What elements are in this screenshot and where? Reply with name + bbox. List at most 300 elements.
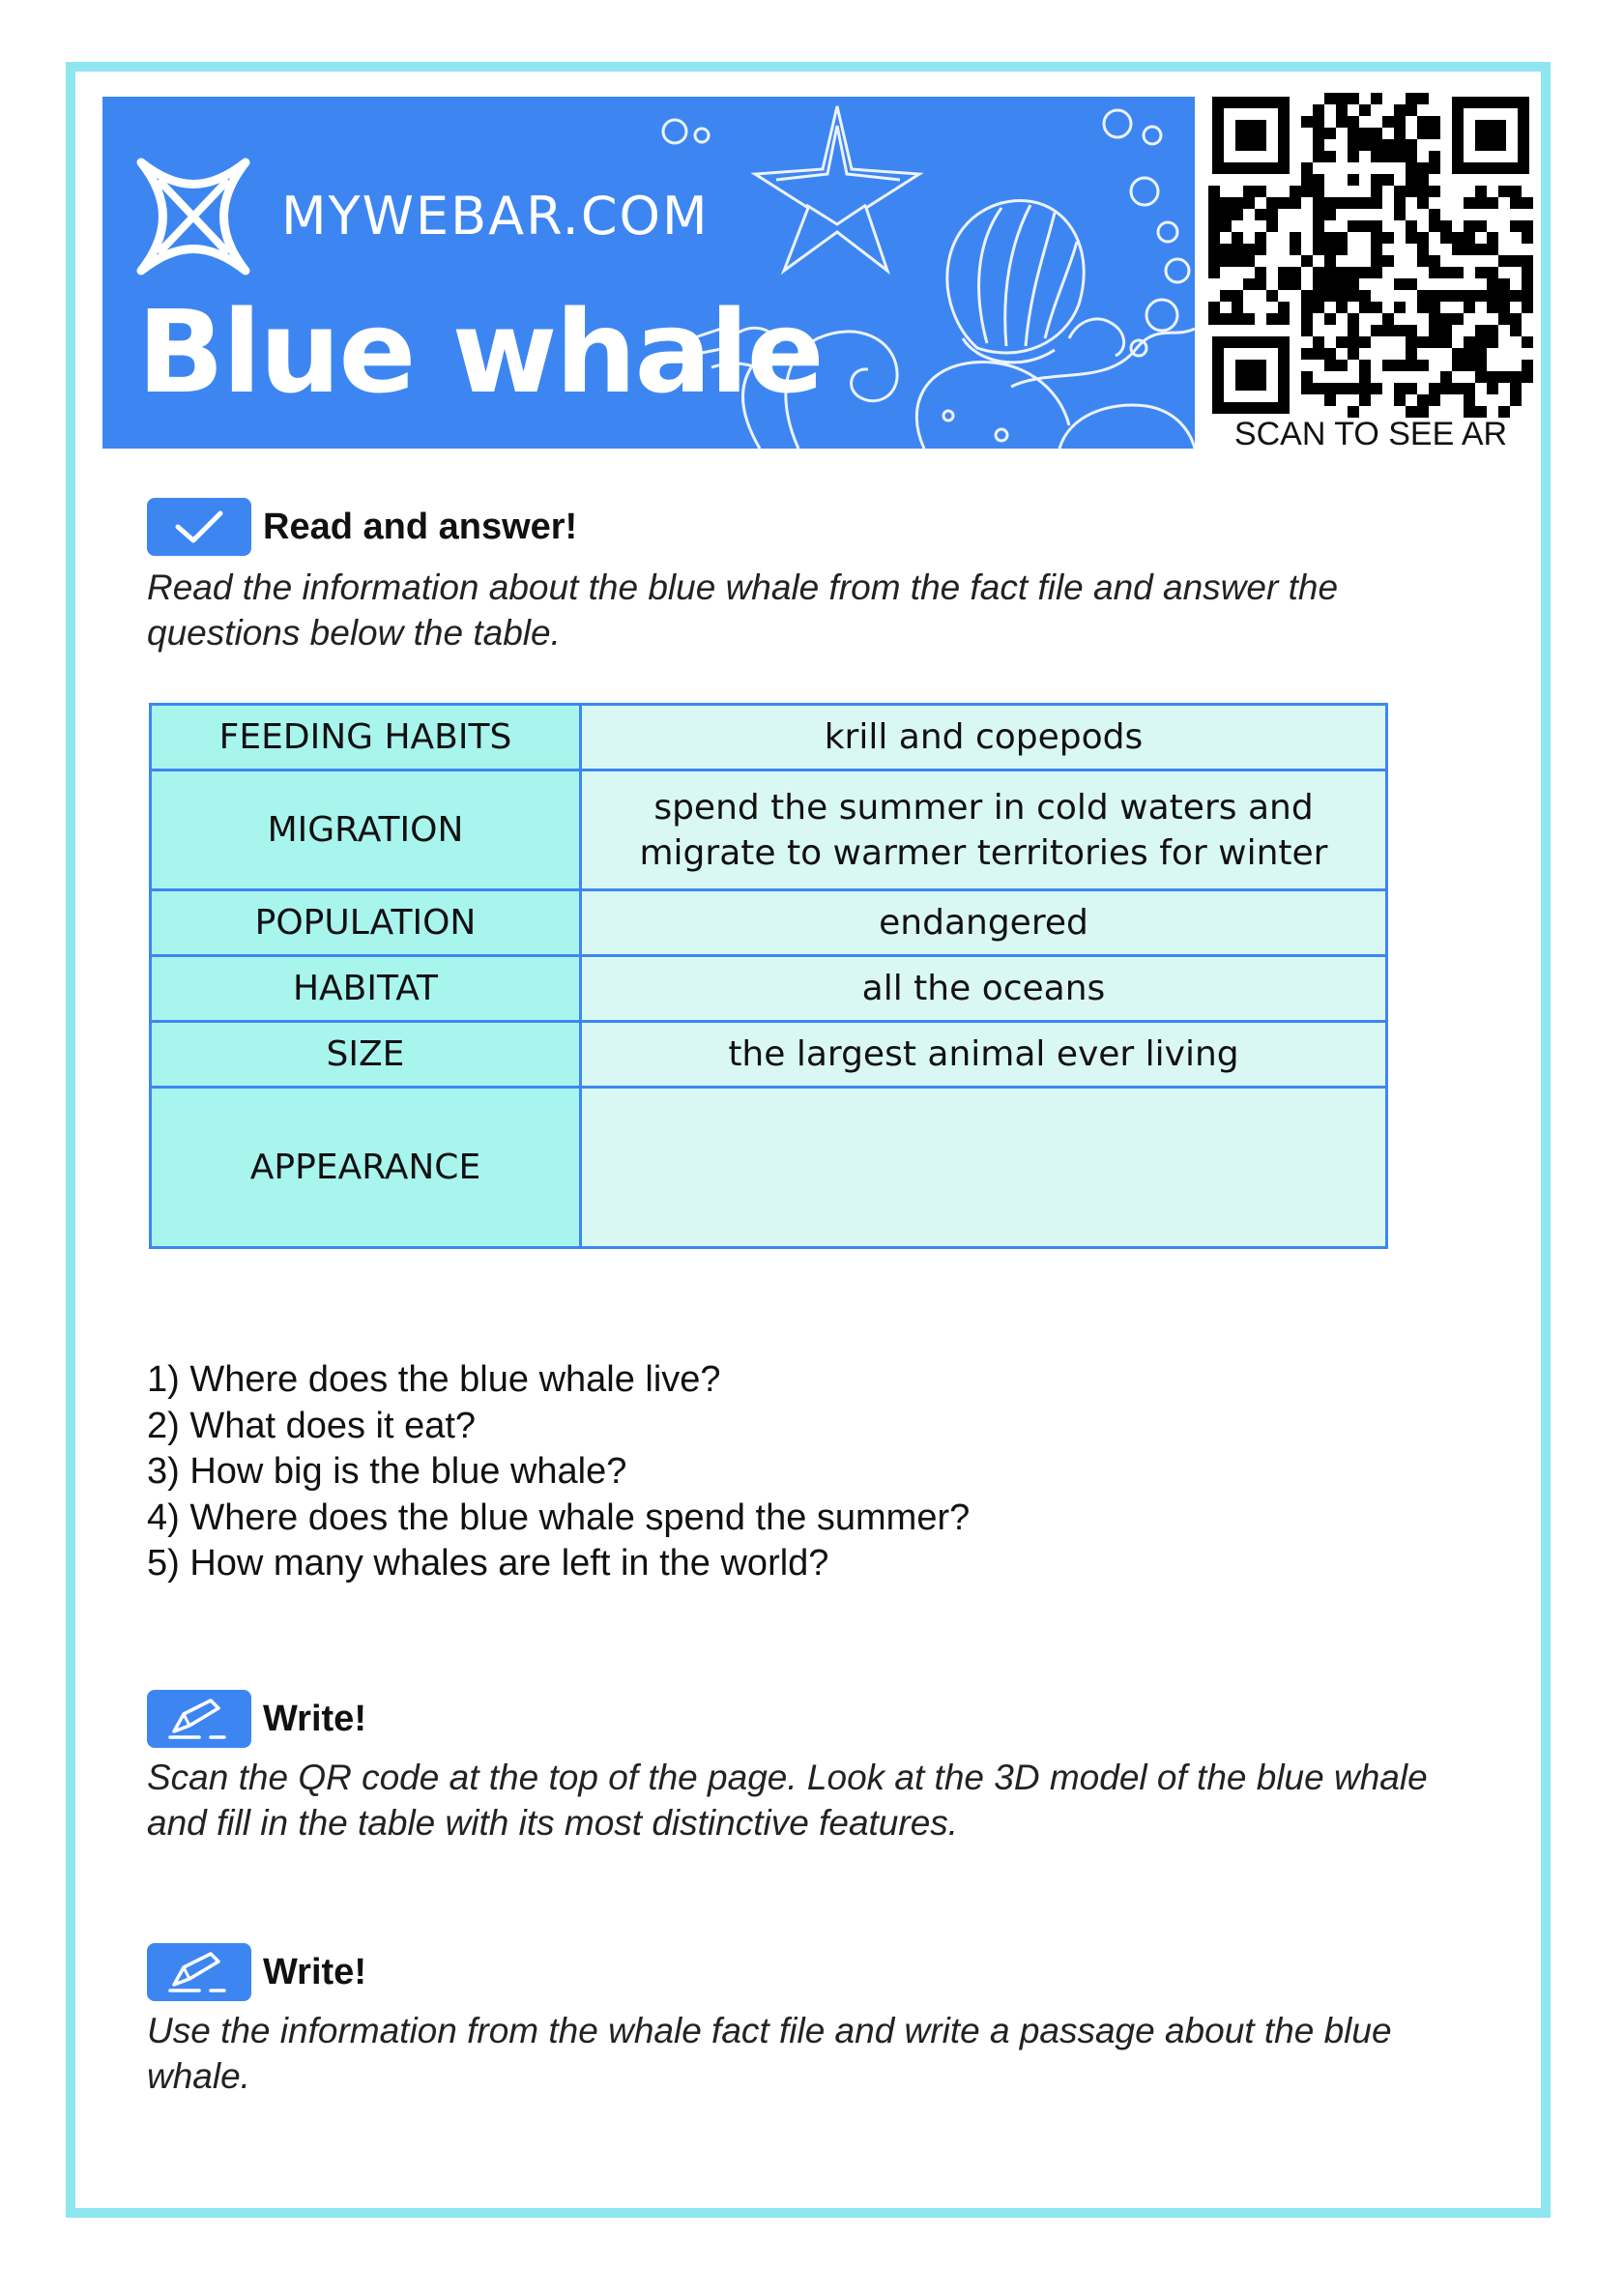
qr-module (1208, 302, 1220, 313)
qr-module (1290, 186, 1301, 197)
qr-module (1232, 255, 1243, 267)
qr-module (1406, 278, 1417, 290)
question-item: 3) How big is the blue whale? (147, 1451, 627, 1492)
table-row (151, 890, 1387, 956)
qr-module (1348, 313, 1359, 325)
qr-module (1394, 151, 1406, 162)
write-badge (147, 1690, 251, 1748)
qr-module (1348, 128, 1359, 139)
instructions-text: Read the information about the blue whale from the fact file and answer the questions below the table. (147, 567, 1339, 653)
qr-module (1278, 313, 1290, 325)
qr-module (1255, 278, 1266, 290)
qr-module (1348, 93, 1359, 104)
qr-module (1243, 313, 1255, 325)
qr-module (1359, 394, 1371, 406)
qr-module (1406, 162, 1417, 174)
qr-module (1359, 104, 1371, 116)
qr-module (1417, 290, 1429, 302)
qr-module (1429, 209, 1440, 220)
qr-module (1394, 383, 1406, 394)
qr-module (1522, 267, 1533, 278)
qr-module (1313, 220, 1324, 232)
qr-module (1522, 302, 1533, 313)
qr-module (1394, 197, 1406, 209)
qr-module (1498, 278, 1510, 290)
qr-module (1313, 151, 1324, 162)
qr-module (1440, 313, 1452, 325)
table-value-cell: spend the summer in cold waters and migrate to warmer territories for winter (581, 770, 1387, 890)
qr-module (1348, 116, 1359, 128)
qr-module (1406, 151, 1417, 162)
qr-module (1278, 197, 1290, 209)
qr-module (1359, 220, 1371, 232)
qr-module (1406, 383, 1417, 394)
qr-module (1324, 232, 1336, 244)
qr-module (1324, 394, 1336, 406)
qr-module (1324, 313, 1336, 325)
qr-module (1324, 348, 1336, 360)
qr-module (1429, 116, 1440, 128)
qr-module (1348, 348, 1359, 360)
qr-module (1464, 383, 1475, 394)
worksheet-title: Blue whale (137, 285, 823, 419)
section-write-1 (147, 1690, 366, 1748)
qr-module (1429, 383, 1440, 394)
qr-module (1475, 244, 1487, 255)
qr-module (1394, 209, 1406, 220)
qr-module (1301, 302, 1313, 313)
qr-module (1452, 383, 1464, 394)
qr-module (1336, 302, 1348, 313)
table-value-cell: endangered (581, 890, 1387, 956)
qr-module (1487, 232, 1498, 244)
qr-module (1498, 371, 1510, 383)
qr-module (1336, 232, 1348, 244)
table-row (151, 956, 1387, 1022)
qr-module (1382, 116, 1394, 128)
qr-module (1336, 104, 1348, 116)
qr-module (1510, 394, 1522, 406)
qr-module (1371, 174, 1382, 186)
qr-module (1429, 336, 1440, 348)
qr-module (1452, 313, 1464, 325)
qr-module (1452, 267, 1464, 278)
qr-module (1336, 336, 1348, 348)
section-label: Read and answer! (263, 506, 578, 547)
qr-module (1522, 290, 1533, 302)
qr-module (1487, 383, 1498, 394)
qr-module (1208, 313, 1220, 325)
qr-code[interactable] (1208, 93, 1533, 418)
qr-module (1429, 151, 1440, 162)
qr-module (1313, 267, 1324, 278)
qr-module (1394, 394, 1406, 406)
qr-module (1301, 186, 1313, 197)
qr-module (1440, 220, 1452, 232)
qr-module (1336, 278, 1348, 290)
qr-module (1475, 336, 1487, 348)
qr-module (1359, 371, 1371, 383)
qr-module (1429, 290, 1440, 302)
qr-module (1348, 290, 1359, 302)
qr-module (1348, 220, 1359, 232)
qr-module (1301, 116, 1313, 128)
qr-module (1313, 278, 1324, 290)
qr-module (1429, 325, 1440, 336)
qr-module (1510, 220, 1522, 232)
qr-module (1371, 244, 1382, 255)
qr-module (1371, 151, 1382, 162)
qr-module (1429, 162, 1440, 174)
qr-module (1348, 174, 1359, 186)
qr-module (1429, 220, 1440, 232)
qr-module (1487, 371, 1498, 383)
table-key-cell: MIGRATION (151, 770, 581, 890)
fact-table (149, 703, 1388, 1249)
qr-module (1406, 325, 1417, 336)
qr-module (1510, 371, 1522, 383)
qr-module (1382, 151, 1394, 162)
qr-module (1336, 267, 1348, 278)
qr-module (1487, 197, 1498, 209)
qr-module (1522, 371, 1533, 383)
qr-module (1394, 186, 1406, 197)
qr-module (1232, 209, 1243, 220)
qr-module (1406, 104, 1417, 116)
qr-module (1324, 290, 1336, 302)
qr-module (1255, 232, 1266, 244)
qr-module (1290, 267, 1301, 278)
qr-module (1510, 325, 1522, 336)
qr-module (1324, 244, 1336, 255)
qr-module (1208, 220, 1220, 232)
qr-module (1440, 336, 1452, 348)
qr-module (1487, 302, 1498, 313)
qr-module (1243, 197, 1255, 209)
qr-module (1371, 383, 1382, 394)
qr-module (1522, 360, 1533, 371)
qr-module (1394, 360, 1406, 371)
table-row (151, 1088, 1387, 1248)
qr-module (1220, 290, 1232, 302)
qr-module (1220, 209, 1232, 220)
qr-module (1406, 220, 1417, 232)
qr-module (1232, 313, 1243, 325)
pencil-write-icon (160, 1948, 238, 1996)
qr-module (1487, 325, 1498, 336)
qr-module (1429, 255, 1440, 267)
qr-module (1313, 290, 1324, 302)
qr-module (1348, 197, 1359, 209)
qr-module (1313, 139, 1324, 151)
qr-module (1464, 394, 1475, 406)
section-write-2 (147, 1943, 366, 2001)
qr-module (1522, 197, 1533, 209)
table-key-cell: FEEDING HABITS (151, 705, 581, 770)
qr-module (1371, 220, 1382, 232)
qr-module (1266, 197, 1278, 209)
qr-module (1452, 360, 1464, 371)
qr-module (1475, 348, 1487, 360)
qr-module (1232, 302, 1243, 313)
qr-module (1394, 139, 1406, 151)
qr-module (1382, 313, 1394, 325)
qr-module (1255, 209, 1266, 220)
section-label: Write! (263, 1698, 366, 1739)
qr-module (1301, 348, 1313, 360)
table-key-cell: POPULATION (151, 890, 581, 956)
qr-module (1336, 383, 1348, 394)
qr-module (1371, 325, 1382, 336)
question-item: 1) Where does the blue whale live? (147, 1359, 721, 1400)
qr-module (1371, 128, 1382, 139)
qr-module (1336, 290, 1348, 302)
qr-module (1266, 209, 1278, 220)
qr-module (1324, 151, 1336, 162)
qr-module (1417, 302, 1429, 313)
qr-module (1232, 197, 1243, 209)
qr-module (1487, 267, 1498, 278)
qr-module (1324, 360, 1336, 371)
qr-module (1301, 371, 1313, 383)
table-row (151, 1022, 1387, 1088)
qr-module (1336, 93, 1348, 104)
qr-module (1208, 186, 1220, 197)
qr-module (1301, 383, 1313, 394)
qr-module (1301, 162, 1313, 174)
qr-module (1510, 313, 1522, 325)
qr-module (1464, 232, 1475, 244)
qr-module (1301, 325, 1313, 336)
qr-module (1522, 278, 1533, 290)
qr-module (1417, 162, 1429, 174)
qr-module (1324, 197, 1336, 209)
qr-module (1406, 93, 1417, 104)
qr-module (1440, 371, 1452, 383)
qr-module (1510, 290, 1522, 302)
qr-module (1440, 325, 1452, 336)
qr-module (1324, 128, 1336, 139)
header-banner (102, 97, 1195, 449)
qr-module (1313, 244, 1324, 255)
qr-module (1208, 232, 1220, 244)
qr-module (1406, 186, 1417, 197)
qr-module (1255, 267, 1266, 278)
qr-module (1382, 255, 1394, 267)
qr-module (1417, 128, 1429, 139)
qr-module (1371, 267, 1382, 278)
qr-module (1487, 278, 1498, 290)
qr-module (1208, 267, 1220, 278)
write-badge (147, 1943, 251, 2001)
qr-module (1324, 255, 1336, 267)
qr-module (1348, 336, 1359, 348)
qr-module (1406, 232, 1417, 244)
qr-module (1406, 336, 1417, 348)
qr-module (1278, 302, 1290, 313)
qr-module (1371, 255, 1382, 267)
qr-module (1464, 244, 1475, 255)
qr-module (1278, 278, 1290, 290)
qr-module (1498, 290, 1510, 302)
qr-module (1464, 360, 1475, 371)
questions-list (147, 1357, 970, 1587)
qr-module (1359, 139, 1371, 151)
qr-module (1522, 255, 1533, 267)
qr-module (1464, 348, 1475, 360)
section-label: Write! (263, 1951, 366, 1992)
qr-module (1498, 313, 1510, 325)
table-row (151, 705, 1387, 770)
qr-module (1382, 232, 1394, 244)
qr-module (1394, 278, 1406, 290)
qr-module (1382, 139, 1394, 151)
qr-module (1371, 302, 1382, 313)
qr-module (1394, 325, 1406, 336)
qr-module (1208, 255, 1220, 267)
qr-module (1313, 174, 1324, 186)
qr-module (1348, 325, 1359, 336)
qr-module (1429, 128, 1440, 139)
qr-module (1336, 244, 1348, 255)
qr-module (1417, 255, 1429, 267)
qr-module (1220, 313, 1232, 325)
qr-module (1324, 278, 1336, 290)
qr-module (1232, 244, 1243, 255)
qr-module (1417, 336, 1429, 348)
qr-module (1324, 383, 1336, 394)
qr-module (1464, 290, 1475, 302)
qr-module (1359, 383, 1371, 394)
qr-module (1255, 244, 1266, 255)
qr-module (1232, 290, 1243, 302)
qr-module (1313, 302, 1324, 313)
instructions-text: Use the information from the whale fact file and write a passage about the blue whale. (147, 2011, 1392, 2096)
qr-module (1220, 220, 1232, 232)
qr-module (1394, 116, 1406, 128)
qr-module (1243, 186, 1255, 197)
qr-module (1301, 255, 1313, 267)
qr-module (1278, 267, 1290, 278)
qr-module (1522, 336, 1533, 348)
qr-module (1313, 383, 1324, 394)
qr-module (1498, 255, 1510, 267)
qr-module (1359, 197, 1371, 209)
qr-module (1475, 360, 1487, 371)
qr-module (1406, 139, 1417, 151)
qr-module (1394, 128, 1406, 139)
qr-module (1313, 186, 1324, 197)
qr-module (1301, 313, 1313, 325)
qr-module (1452, 232, 1464, 244)
qr-module (1382, 360, 1394, 371)
qr-module (1290, 244, 1301, 255)
question-item: 5) How many whales are left in the world? (147, 1543, 829, 1584)
qr-module (1301, 290, 1313, 302)
table-row (151, 770, 1387, 890)
question-item: 2) What does it eat? (147, 1405, 477, 1446)
qr-module (1406, 348, 1417, 360)
table-key-cell: SIZE (151, 1022, 581, 1088)
qr-module (1348, 151, 1359, 162)
qr-module (1464, 197, 1475, 209)
qr-module (1359, 336, 1371, 348)
qr-module (1313, 336, 1324, 348)
qr-module (1394, 104, 1406, 116)
qr-module (1510, 197, 1522, 209)
qr-module (1255, 186, 1266, 197)
qr-module (1359, 267, 1371, 278)
qr-module (1371, 93, 1382, 104)
qr-module (1313, 348, 1324, 360)
qr-module (1487, 290, 1498, 302)
pencil-write-icon (160, 1695, 238, 1743)
qr-module (1452, 290, 1464, 302)
table-key-cell: HABITAT (151, 956, 581, 1022)
check-icon (172, 508, 226, 546)
qr-module (1382, 325, 1394, 336)
qr-module (1243, 244, 1255, 255)
qr-module (1452, 348, 1464, 360)
qr-module (1313, 232, 1324, 244)
qr-module (1313, 104, 1324, 116)
qr-module (1348, 139, 1359, 151)
qr-module (1371, 186, 1382, 197)
qr-module (1475, 186, 1487, 197)
qr-module (1510, 186, 1522, 197)
qr-module (1440, 290, 1452, 302)
table-value-cell: krill and copepods (581, 705, 1387, 770)
qr-module (1324, 93, 1336, 104)
qr-module (1417, 232, 1429, 244)
qr-module (1313, 197, 1324, 209)
qr-module (1417, 116, 1429, 128)
qr-module (1208, 197, 1220, 209)
qr-module (1464, 220, 1475, 232)
appearance-answer-cell[interactable] (581, 1088, 1387, 1248)
qr-module (1232, 232, 1243, 244)
table-value-cell: all the oceans (581, 956, 1387, 1022)
qr-module (1371, 197, 1382, 209)
qr-module (1417, 197, 1429, 209)
qr-module (1475, 290, 1487, 302)
instructions-text: Scan the QR code at the top of the page. Look at the 3D model of the blue whale and fill in the table with its most distinctive features. (147, 1758, 1428, 1843)
qr-module (1475, 371, 1487, 383)
qr-module (1359, 290, 1371, 302)
qr-module (1417, 93, 1429, 104)
qr-module (1417, 174, 1429, 186)
qr-module (1359, 302, 1371, 313)
question-item: 4) Where does the blue whale spend the summer? (147, 1497, 971, 1538)
qr-module (1290, 278, 1301, 290)
qr-module (1417, 360, 1429, 371)
qr-module (1464, 336, 1475, 348)
qr-module (1313, 209, 1324, 220)
mywebar-logo-icon (130, 153, 257, 280)
site-name: MYWEBAR.COM (281, 186, 710, 247)
qr-module (1336, 197, 1348, 209)
qr-module (1359, 360, 1371, 371)
qr-module (1208, 244, 1220, 255)
qr-module (1348, 383, 1359, 394)
qr-module (1429, 313, 1440, 325)
qr-module (1243, 278, 1255, 290)
qr-module (1452, 244, 1464, 255)
qr-module (1522, 220, 1533, 232)
qr-module (1510, 255, 1522, 267)
qr-module (1429, 302, 1440, 313)
qr-module (1406, 174, 1417, 186)
